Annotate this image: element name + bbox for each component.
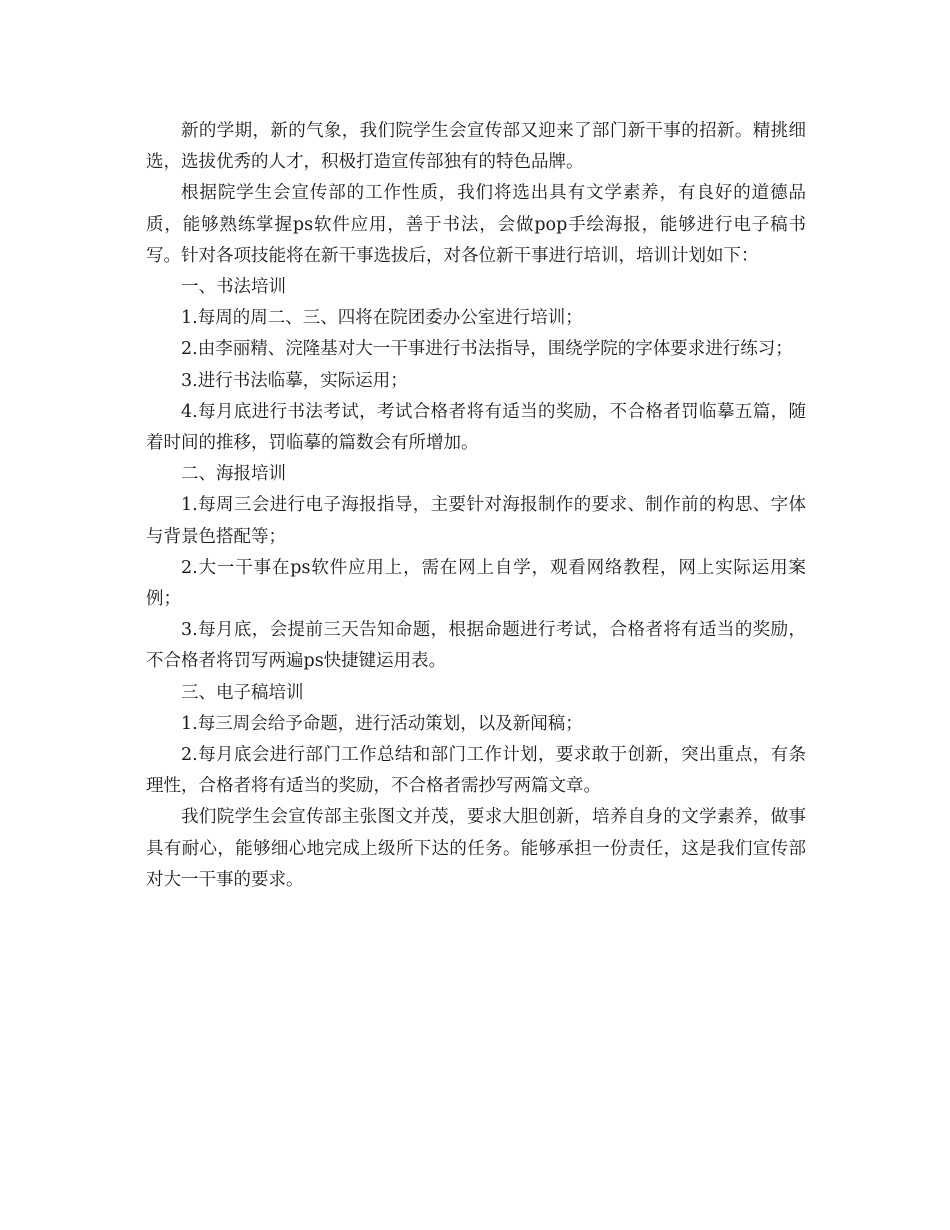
- section-heading-calligraphy: 一、书法培训: [181, 277, 286, 298]
- calligraphy-item-4: 4.每月底进行书法考试，考试合格者将有适当的奖励，不合格者罚临摹五篇，随着时间的推移，罚临摹的篇数会有所增加。: [146, 401, 806, 454]
- calligraphy-item-1: 1.每周的周二、三、四将在院团委办公室进行培训；: [181, 308, 583, 329]
- closing-paragraph: 我们院学生会宣传部主张图文并茂，要求大胆创新，培养自身的文学素养，做事具有耐心，能够细心地完成上级所下达的任务。能够承担一份责任，这是我们宣传部对大一干事的要求。: [146, 807, 806, 890]
- poster-item-2: 2.大一干事在ps软件应用上，需在网上自学，观看网络教程，网上实际运用案例；: [146, 557, 806, 610]
- calligraphy-item-2: 2.由李丽精、浣隆基对大一干事进行书法指导，围绕学院的字体要求进行练习；: [181, 339, 793, 360]
- calligraphy-item-3: 3.进行书法临摹，实际运用；: [181, 370, 408, 391]
- e-manuscript-item-2: 2.每月底会进行部门工作总结和部门工作计划，要求敢于创新，突出重点，有条理性，合格者将有适当的奖励，不合格者需抄写两篇文章。: [146, 745, 806, 797]
- document-body: [146, 116, 806, 896]
- section-heading-e-manuscript: 三、电子稿培训: [181, 682, 304, 703]
- poster-item-3: 3.每月底，会提前三天告知命题，根据命题进行考试，合格者将有适当的奖励，不合格者将罚写两遍ps快捷键运用表。: [146, 620, 806, 672]
- poster-item-1: 1.每周三会进行电子海报指导，主要针对海报制作的要求、制作前的构思、字体与背景色搭配等；: [146, 495, 806, 547]
- e-manuscript-item-1: 1.每三周会给予命题，进行活动策划，以及新闻稿；: [181, 713, 583, 734]
- section-heading-poster: 二、海报培训: [181, 464, 286, 485]
- overview-paragraph: 根据院学生会宣传部的工作性质，我们将选出具有文学素养，有良好的道德品质，能够熟练掌握ps软件应用，善于书法，会做pop手绘海报，能够进行电子稿书写。针对各项技能将在新干事选拔后，对各位新干事进行培训，培训计划如下：: [146, 183, 806, 266]
- intro-paragraph: 新的学期，新的气象，我们院学生会宣传部又迎来了部门新干事的招新。精挑细选，选拔优秀的人才，积极打造宣传部独有的特色品牌。: [146, 121, 806, 173]
